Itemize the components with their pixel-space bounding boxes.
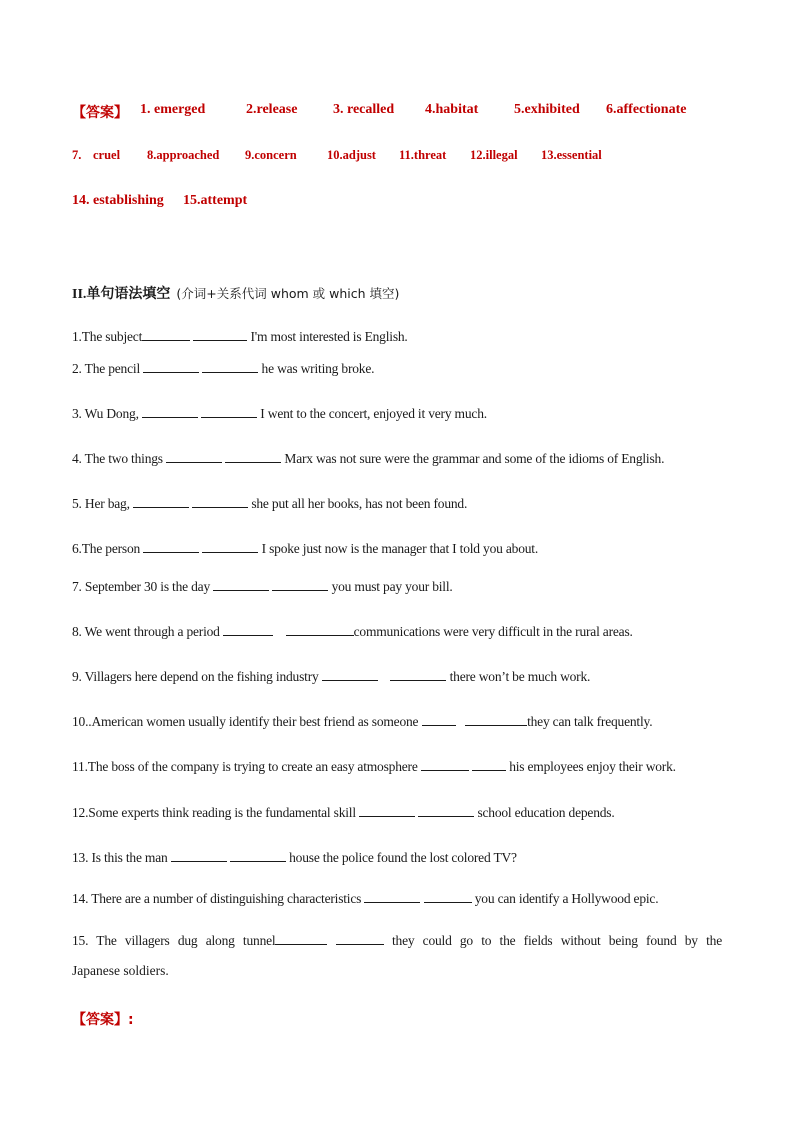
answer-blank[interactable] xyxy=(465,713,527,726)
answer-item: 13.essential xyxy=(541,148,602,162)
question-text: 11.The boss of the company is trying to create an easy atmosphere xyxy=(72,759,421,774)
question-2 xyxy=(72,360,374,377)
answer-blank[interactable] xyxy=(202,360,258,373)
answer-blank[interactable] xyxy=(193,328,247,341)
answer-item: 1. emerged xyxy=(140,102,206,117)
answer-blank[interactable] xyxy=(390,668,446,681)
question-text: 8. We went through a period xyxy=(72,624,223,639)
question-text: he was writing broke. xyxy=(258,361,375,376)
answer-blank[interactable] xyxy=(424,890,472,903)
answer-item: 6.affectionate xyxy=(606,102,687,117)
question-text: 7. September 30 is the day xyxy=(72,579,214,594)
answer-blank[interactable] xyxy=(418,804,474,817)
answer-blank[interactable] xyxy=(275,932,327,945)
answer-item: 11.threat xyxy=(399,148,447,162)
question-13 xyxy=(72,849,517,866)
answer-item: 5.exhibited xyxy=(514,102,580,117)
question-text: they could go to the fields without being found by the xyxy=(383,933,722,948)
question-text: Marx was not sure were the grammar and some of the idioms of English. xyxy=(281,451,665,466)
question-text: 15. The villagers dug along tunnel xyxy=(72,933,276,948)
question-text: 13. Is this the man xyxy=(72,850,171,865)
question-text: house the police found the lost colored TV? xyxy=(285,850,517,865)
question-text: 9. Villagers here depend on the fishing industry xyxy=(72,669,322,684)
answer-blank[interactable] xyxy=(202,540,258,553)
question-text: I spoke just now is the manager that I told you about. xyxy=(258,541,539,556)
answer-blank[interactable] xyxy=(223,623,273,636)
section-title xyxy=(72,283,399,303)
answer-item: 15.attempt xyxy=(183,193,248,208)
answer-blank[interactable] xyxy=(336,932,384,945)
question-text: they can talk frequently. xyxy=(527,714,653,729)
answer-blank[interactable] xyxy=(142,405,198,418)
section-note: (介词+关系代词 whom 或 which 填空) xyxy=(176,286,400,301)
answer-item: 8.approached xyxy=(147,148,220,162)
answer-blank[interactable] xyxy=(272,578,328,591)
answer-blank[interactable] xyxy=(142,328,190,341)
question-11 xyxy=(72,758,676,775)
answer-blank[interactable] xyxy=(166,450,222,463)
answer-blank[interactable] xyxy=(201,405,257,418)
answer-blank[interactable] xyxy=(472,758,506,771)
answer-blank[interactable] xyxy=(213,578,269,591)
answer-blank[interactable] xyxy=(364,890,420,903)
question-8 xyxy=(72,623,633,640)
question-7 xyxy=(72,578,453,595)
question-text: she put all her books, has not been found. xyxy=(248,496,468,511)
answer-item: 14. establishing xyxy=(72,193,164,208)
answer-blank[interactable] xyxy=(422,713,456,726)
answer-blank[interactable] xyxy=(171,849,227,862)
question-text: there won’t be much work. xyxy=(446,669,591,684)
question-text: I'm most interested is English. xyxy=(247,329,408,344)
question-4 xyxy=(72,450,664,467)
answer-blank[interactable] xyxy=(286,623,354,636)
answer-blank[interactable] xyxy=(359,804,415,817)
question-text: school education depends. xyxy=(474,805,615,820)
section-heading: II.单句语法填空 xyxy=(72,287,171,302)
question-5 xyxy=(72,495,467,512)
answer-blank[interactable] xyxy=(133,495,189,508)
answer-blank[interactable] xyxy=(230,849,286,862)
blank-gap xyxy=(273,624,286,639)
question-text: communications were very difficult in the rural areas. xyxy=(353,624,633,639)
answer-item: 9.concern xyxy=(245,148,297,162)
answer-item: 12.illegal xyxy=(470,148,518,162)
question-text: 6.The person xyxy=(72,541,144,556)
blank-gap xyxy=(327,933,335,948)
answer-item: 10.adjust xyxy=(327,148,376,162)
blank-gap xyxy=(456,714,466,729)
answer-blank[interactable] xyxy=(421,758,469,771)
final-answer-label: 【答案】: xyxy=(72,1012,134,1028)
question-15-continuation: Japanese soldiers. xyxy=(72,963,169,978)
question-text: 3. Wu Dong, xyxy=(72,406,142,421)
question-text: 4. The two things xyxy=(72,451,167,466)
question-text: 14. There are a number of distinguishing characteristics xyxy=(72,891,365,906)
answer-blank[interactable] xyxy=(225,450,281,463)
question-text: 5. Her bag, xyxy=(72,496,133,511)
question-text: his employees enjoy their work. xyxy=(506,759,676,774)
answer-blank[interactable] xyxy=(143,540,199,553)
question-text: 1.The subject xyxy=(72,329,143,344)
blank-gap xyxy=(378,669,391,684)
question-1 xyxy=(72,328,408,345)
answer-item: 4.habitat xyxy=(425,102,479,117)
question-text: I went to the concert, enjoyed it very much. xyxy=(257,406,487,421)
answer-item: 7. xyxy=(72,148,82,162)
question-text: you can identify a Hollywood epic. xyxy=(471,891,659,906)
answer-item: 2.release xyxy=(246,102,298,117)
answer-blank[interactable] xyxy=(192,495,248,508)
question-12 xyxy=(72,804,615,821)
question-3 xyxy=(72,405,487,422)
answer-item: cruel xyxy=(93,148,121,162)
question-text: you must pay your bill. xyxy=(328,579,453,594)
answer-label: 【答案】 xyxy=(72,106,128,121)
question-text: 2. The pencil xyxy=(72,361,144,376)
question-text: 10..American women usually identify their best friend as someone xyxy=(72,714,422,729)
answer-blank[interactable] xyxy=(143,360,199,373)
question-text: 12.Some experts think reading is the fundamental skill xyxy=(72,805,360,820)
question-10 xyxy=(72,713,652,730)
question-9 xyxy=(72,668,590,685)
question-15 xyxy=(72,932,722,949)
question-14 xyxy=(72,890,658,907)
question-6 xyxy=(72,540,538,557)
answer-blank[interactable] xyxy=(322,668,378,681)
answer-item: 3. recalled xyxy=(333,102,395,117)
